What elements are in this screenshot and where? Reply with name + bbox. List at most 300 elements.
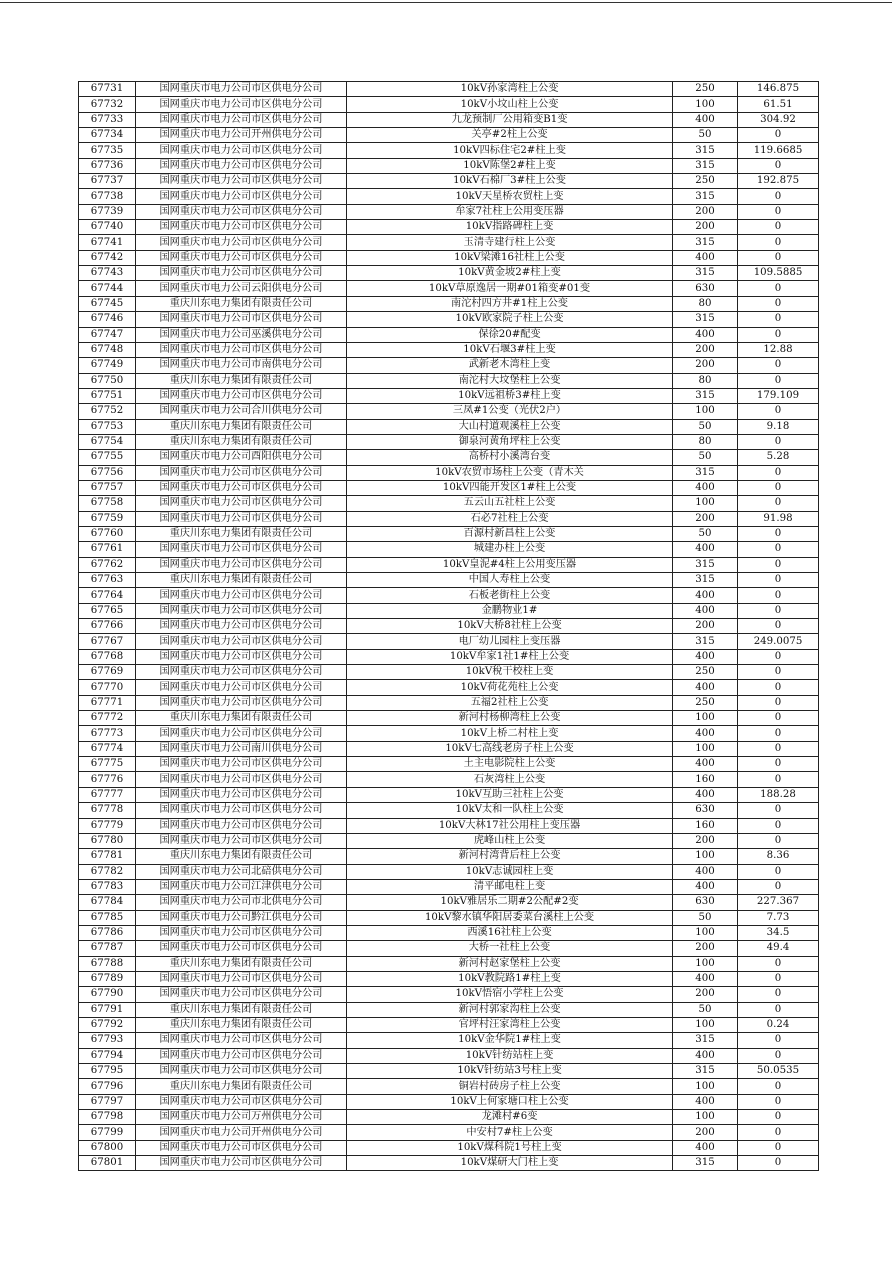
row-capacity: 315 xyxy=(673,189,738,204)
row-transformer-name: 10kV上何家塘口柱上公变 xyxy=(347,1094,673,1109)
row-capacity: 315 xyxy=(673,573,738,588)
row-company: 重庆川东电力集团有限责任公司 xyxy=(136,1079,347,1094)
row-company: 重庆川东电力集团有限责任公司 xyxy=(136,956,347,971)
row-company: 国网重庆市电力公司市区供电分公司 xyxy=(136,588,347,603)
table-row xyxy=(79,634,819,649)
row-transformer-name: 10kV石棉厂3#柱上公变 xyxy=(347,174,673,189)
row-id: 67786 xyxy=(79,925,136,940)
row-id: 67792 xyxy=(79,1017,136,1032)
row-id: 67799 xyxy=(79,1125,136,1140)
row-capacity: 315 xyxy=(673,312,738,327)
row-value: 0 xyxy=(738,158,819,173)
row-id: 67761 xyxy=(79,542,136,557)
row-company: 国网重庆市电力公司市区供电分公司 xyxy=(136,665,347,680)
row-capacity: 400 xyxy=(673,787,738,802)
row-company: 国网重庆市电力公司市区供电分公司 xyxy=(136,987,347,1002)
table-row xyxy=(79,128,819,143)
row-capacity: 315 xyxy=(673,143,738,158)
row-id: 67767 xyxy=(79,634,136,649)
table-row xyxy=(79,741,819,756)
row-capacity: 315 xyxy=(673,235,738,250)
row-value: 0 xyxy=(738,1140,819,1155)
row-value: 179.109 xyxy=(738,388,819,403)
table-row xyxy=(79,511,819,526)
row-company: 国网重庆市电力公司巫溪供电分公司 xyxy=(136,327,347,342)
row-company: 国网重庆市电力公司市区供电分公司 xyxy=(136,649,347,664)
table-row xyxy=(79,818,819,833)
row-capacity: 200 xyxy=(673,358,738,373)
row-id: 67750 xyxy=(79,373,136,388)
table-row xyxy=(79,235,819,250)
row-capacity: 400 xyxy=(673,1140,738,1155)
table-row xyxy=(79,465,819,480)
row-id: 67771 xyxy=(79,695,136,710)
row-transformer-name: 高桥村小溪湾台变 xyxy=(347,450,673,465)
row-capacity: 160 xyxy=(673,772,738,787)
row-id: 67731 xyxy=(79,82,136,97)
table-row xyxy=(79,296,819,311)
row-transformer-name: 中国人寿柱上公变 xyxy=(347,573,673,588)
row-value: 61.51 xyxy=(738,97,819,112)
row-id: 67748 xyxy=(79,342,136,357)
row-id: 67794 xyxy=(79,1048,136,1063)
table-row xyxy=(79,849,819,864)
row-value: 0.24 xyxy=(738,1017,819,1032)
table-row xyxy=(79,542,819,557)
row-value: 0 xyxy=(738,833,819,848)
row-value: 0 xyxy=(738,573,819,588)
row-value: 0 xyxy=(738,1094,819,1109)
row-transformer-name: 九龙预制厂公用箱变B1变 xyxy=(347,112,673,127)
row-transformer-name: 10kV皇泥#4柱上公用变压器 xyxy=(347,557,673,572)
row-transformer-name: 关亭#2柱上公变 xyxy=(347,128,673,143)
row-company: 国网重庆市电力公司市区供电分公司 xyxy=(136,1140,347,1155)
table-row xyxy=(79,434,819,449)
row-value: 0 xyxy=(738,695,819,710)
row-id: 67775 xyxy=(79,757,136,772)
row-capacity: 50 xyxy=(673,1002,738,1017)
table-row xyxy=(79,833,819,848)
table-row xyxy=(79,342,819,357)
top-border-line xyxy=(0,2,892,3)
row-company: 重庆川东电力集团有限责任公司 xyxy=(136,1002,347,1017)
row-company: 国网重庆市电力公司市区供电分公司 xyxy=(136,342,347,357)
table-body xyxy=(79,82,819,1171)
table-row xyxy=(79,419,819,434)
row-transformer-name: 10kV雅居乐二期#2公配#2变 xyxy=(347,895,673,910)
row-company: 重庆川东电力集团有限责任公司 xyxy=(136,434,347,449)
row-capacity: 250 xyxy=(673,174,738,189)
row-value: 9.18 xyxy=(738,419,819,434)
row-capacity: 80 xyxy=(673,296,738,311)
row-company: 国网重庆市电力公司市区供电分公司 xyxy=(136,312,347,327)
row-value: 0 xyxy=(738,235,819,250)
row-transformer-name: 10kV大林17社公用柱上变压器 xyxy=(347,818,673,833)
row-company: 重庆川东电力集团有限责任公司 xyxy=(136,573,347,588)
table-row xyxy=(79,925,819,940)
row-capacity: 200 xyxy=(673,220,738,235)
row-id: 67747 xyxy=(79,327,136,342)
row-capacity: 100 xyxy=(673,97,738,112)
row-company: 国网重庆市电力公司市区供电分公司 xyxy=(136,833,347,848)
row-company: 国网重庆市电力公司市区供电分公司 xyxy=(136,619,347,634)
row-transformer-name: 虎峰山柱上公变 xyxy=(347,833,673,848)
row-capacity: 400 xyxy=(673,879,738,894)
row-capacity: 400 xyxy=(673,112,738,127)
row-capacity: 315 xyxy=(673,388,738,403)
row-transformer-name: 10kV四标住宅2#柱上变 xyxy=(347,143,673,158)
row-capacity: 400 xyxy=(673,649,738,664)
table-row xyxy=(79,174,819,189)
row-id: 67736 xyxy=(79,158,136,173)
row-value: 0 xyxy=(738,757,819,772)
table-row xyxy=(79,1048,819,1063)
row-id: 67753 xyxy=(79,419,136,434)
row-transformer-name: 新河村赵家堡柱上公变 xyxy=(347,956,673,971)
table-row xyxy=(79,573,819,588)
row-capacity: 400 xyxy=(673,757,738,772)
row-company: 国网重庆市电力公司开州供电分公司 xyxy=(136,1125,347,1140)
row-capacity: 400 xyxy=(673,542,738,557)
table-row xyxy=(79,557,819,572)
row-transformer-name: 10kV草原逸居一期#01箱变#01变 xyxy=(347,281,673,296)
row-value: 5.28 xyxy=(738,450,819,465)
row-transformer-name: 10kV梁滩16社柱上公变 xyxy=(347,250,673,265)
row-id: 67760 xyxy=(79,526,136,541)
row-value: 0 xyxy=(738,588,819,603)
row-value: 7.73 xyxy=(738,910,819,925)
transformer-table xyxy=(78,81,819,1171)
row-value: 0 xyxy=(738,726,819,741)
row-transformer-name: 土主电影院柱上公变 xyxy=(347,757,673,772)
table-row xyxy=(79,956,819,971)
row-id: 67768 xyxy=(79,649,136,664)
row-id: 67766 xyxy=(79,619,136,634)
row-transformer-name: 石必7社柱上公变 xyxy=(347,511,673,526)
row-capacity: 400 xyxy=(673,250,738,265)
row-capacity: 315 xyxy=(673,465,738,480)
row-transformer-name: 10kV荷花苑柱上公变 xyxy=(347,680,673,695)
row-transformer-name: 10kV陈堡2#柱上变 xyxy=(347,158,673,173)
row-company: 重庆川东电力集团有限责任公司 xyxy=(136,296,347,311)
row-company: 国网重庆市电力公司市区供电分公司 xyxy=(136,465,347,480)
table-row xyxy=(79,787,819,802)
table-row xyxy=(79,695,819,710)
row-transformer-name: 10kV孙家湾柱上公变 xyxy=(347,82,673,97)
row-id: 67779 xyxy=(79,818,136,833)
row-value: 0 xyxy=(738,557,819,572)
row-value: 0 xyxy=(738,680,819,695)
row-id: 67783 xyxy=(79,879,136,894)
row-value: 0 xyxy=(738,542,819,557)
row-company: 国网重庆市电力公司市区供电分公司 xyxy=(136,680,347,695)
row-transformer-name: 石板老街柱上公变 xyxy=(347,588,673,603)
row-transformer-name: 10kV稅干校柱上变 xyxy=(347,665,673,680)
table-row xyxy=(79,358,819,373)
row-value: 0 xyxy=(738,864,819,879)
table-row xyxy=(79,757,819,772)
table-row xyxy=(79,189,819,204)
row-id: 67795 xyxy=(79,1064,136,1079)
row-id: 67764 xyxy=(79,588,136,603)
row-company: 国网重庆市电力公司云阳供电分公司 xyxy=(136,281,347,296)
table-row xyxy=(79,680,819,695)
table-row xyxy=(79,803,819,818)
row-id: 67774 xyxy=(79,741,136,756)
row-transformer-name: 10kV黎水镇华阳居委菜台溪柱上公变 xyxy=(347,910,673,925)
row-transformer-name: 10kV小坟山柱上公变 xyxy=(347,97,673,112)
row-company: 国网重庆市电力公司酉阳供电分公司 xyxy=(136,450,347,465)
row-company: 国网重庆市电力公司南川供电分公司 xyxy=(136,741,347,756)
row-transformer-name: 10kV七高线老房子柱上公变 xyxy=(347,741,673,756)
row-company: 国网重庆市电力公司市区供电分公司 xyxy=(136,941,347,956)
row-company: 国网重庆市电力公司市区供电分公司 xyxy=(136,772,347,787)
row-transformer-name: 官坪村汪家湾柱上公变 xyxy=(347,1017,673,1032)
row-id: 67754 xyxy=(79,434,136,449)
row-company: 国网重庆市电力公司市区供电分公司 xyxy=(136,220,347,235)
table-row xyxy=(79,726,819,741)
row-transformer-name: 西溪16社柱上公变 xyxy=(347,925,673,940)
row-transformer-name: 10kV大桥8社柱上公变 xyxy=(347,619,673,634)
row-value: 192.875 xyxy=(738,174,819,189)
row-company: 国网重庆市电力公司市区供电分公司 xyxy=(136,189,347,204)
row-capacity: 50 xyxy=(673,128,738,143)
row-value: 0 xyxy=(738,971,819,986)
table-row xyxy=(79,987,819,1002)
row-transformer-name: 南沱村大坟堡柱上公变 xyxy=(347,373,673,388)
row-id: 67741 xyxy=(79,235,136,250)
row-value: 0 xyxy=(738,879,819,894)
row-value: 304.92 xyxy=(738,112,819,127)
row-id: 67751 xyxy=(79,388,136,403)
row-capacity: 200 xyxy=(673,987,738,1002)
row-capacity: 100 xyxy=(673,849,738,864)
row-capacity: 400 xyxy=(673,603,738,618)
row-value: 0 xyxy=(738,603,819,618)
row-company: 国网重庆市电力公司市区供电分公司 xyxy=(136,97,347,112)
table-row xyxy=(79,879,819,894)
table-row xyxy=(79,1033,819,1048)
row-id: 67801 xyxy=(79,1156,136,1171)
row-value: 0 xyxy=(738,649,819,664)
row-value: 0 xyxy=(738,465,819,480)
row-transformer-name: 金鹏物业1# xyxy=(347,603,673,618)
row-id: 67735 xyxy=(79,143,136,158)
row-id: 67781 xyxy=(79,849,136,864)
row-capacity: 100 xyxy=(673,925,738,940)
row-company: 国网重庆市电力公司市区供电分公司 xyxy=(136,250,347,265)
row-capacity: 100 xyxy=(673,1079,738,1094)
row-company: 国网重庆市电力公司市区供电分公司 xyxy=(136,235,347,250)
row-transformer-name: 10kV志诚园柱上变 xyxy=(347,864,673,879)
row-id: 67791 xyxy=(79,1002,136,1017)
row-transformer-name: 10kV煤研大门柱上变 xyxy=(347,1156,673,1171)
row-transformer-name: 三凤#1公变（光伏2户） xyxy=(347,404,673,419)
row-transformer-name: 大桥一社柱上公变 xyxy=(347,941,673,956)
row-capacity: 250 xyxy=(673,82,738,97)
row-transformer-name: 10kV太和一队柱上公变 xyxy=(347,803,673,818)
table-row xyxy=(79,158,819,173)
row-value: 0 xyxy=(738,404,819,419)
row-id: 67732 xyxy=(79,97,136,112)
row-company: 国网重庆市电力公司市区供电分公司 xyxy=(136,511,347,526)
row-transformer-name: 10kV四能开发区1#柱上公变 xyxy=(347,480,673,495)
row-capacity: 50 xyxy=(673,450,738,465)
row-value: 0 xyxy=(738,803,819,818)
row-capacity: 400 xyxy=(673,680,738,695)
row-value: 0 xyxy=(738,818,819,833)
row-value: 0 xyxy=(738,373,819,388)
row-company: 国网重庆市电力公司市区供电分公司 xyxy=(136,542,347,557)
row-capacity: 200 xyxy=(673,1125,738,1140)
row-value: 0 xyxy=(738,1156,819,1171)
row-company: 重庆川东电力集团有限责任公司 xyxy=(136,849,347,864)
row-transformer-name: 10kV教院路1#柱上变 xyxy=(347,971,673,986)
row-capacity: 50 xyxy=(673,526,738,541)
row-id: 67772 xyxy=(79,711,136,726)
row-transformer-name: 10kV针纺站3号柱上变 xyxy=(347,1064,673,1079)
table-row xyxy=(79,327,819,342)
row-capacity: 250 xyxy=(673,665,738,680)
table-row xyxy=(79,1094,819,1109)
row-transformer-name: 10kV煤科院1号柱上变 xyxy=(347,1140,673,1155)
row-value: 0 xyxy=(738,1033,819,1048)
row-value: 8.36 xyxy=(738,849,819,864)
row-transformer-name: 五云山五社柱上公变 xyxy=(347,496,673,511)
row-id: 67787 xyxy=(79,941,136,956)
row-capacity: 100 xyxy=(673,711,738,726)
row-company: 国网重庆市电力公司市区供电分公司 xyxy=(136,204,347,219)
row-capacity: 100 xyxy=(673,496,738,511)
table-row xyxy=(79,404,819,419)
row-value: 109.5885 xyxy=(738,266,819,281)
row-id: 67798 xyxy=(79,1110,136,1125)
table-row xyxy=(79,250,819,265)
row-capacity: 100 xyxy=(673,741,738,756)
row-capacity: 100 xyxy=(673,404,738,419)
row-company: 国网重庆市电力公司市区供电分公司 xyxy=(136,1033,347,1048)
row-company: 国网重庆市电力公司市区供电分公司 xyxy=(136,82,347,97)
row-capacity: 400 xyxy=(673,588,738,603)
table-row xyxy=(79,204,819,219)
row-id: 67765 xyxy=(79,603,136,618)
row-id: 67769 xyxy=(79,665,136,680)
row-value: 0 xyxy=(738,987,819,1002)
row-capacity: 315 xyxy=(673,1064,738,1079)
row-value: 0 xyxy=(738,312,819,327)
row-id: 67746 xyxy=(79,312,136,327)
row-company: 国网重庆市电力公司市区供电分公司 xyxy=(136,803,347,818)
row-id: 67793 xyxy=(79,1033,136,1048)
table-row xyxy=(79,1110,819,1125)
table-row xyxy=(79,588,819,603)
row-capacity: 315 xyxy=(673,557,738,572)
row-id: 67789 xyxy=(79,971,136,986)
row-value: 0 xyxy=(738,1110,819,1125)
row-id: 67762 xyxy=(79,557,136,572)
row-capacity: 80 xyxy=(673,373,738,388)
row-transformer-name: 电厂幼儿园柱上变压器 xyxy=(347,634,673,649)
row-capacity: 200 xyxy=(673,619,738,634)
row-transformer-name: 10kV石堰3#柱上变 xyxy=(347,342,673,357)
row-id: 67788 xyxy=(79,956,136,971)
row-company: 国网重庆市电力公司市区供电分公司 xyxy=(136,1156,347,1171)
row-transformer-name: 石灰湾柱上公变 xyxy=(347,772,673,787)
row-company: 国网重庆市电力公司市区供电分公司 xyxy=(136,1094,347,1109)
row-value: 0 xyxy=(738,358,819,373)
row-transformer-name: 10kV黄金坡2#柱上变 xyxy=(347,266,673,281)
row-transformer-name: 牟家7社柱上公用变压器 xyxy=(347,204,673,219)
table-row xyxy=(79,312,819,327)
row-value: 0 xyxy=(738,1048,819,1063)
row-id: 67777 xyxy=(79,787,136,802)
row-value: 0 xyxy=(738,711,819,726)
row-transformer-name: 10kV欧家院子柱上公变 xyxy=(347,312,673,327)
row-id: 67757 xyxy=(79,480,136,495)
table-row xyxy=(79,971,819,986)
row-value: 49.4 xyxy=(738,941,819,956)
table-row xyxy=(79,112,819,127)
row-company: 国网重庆市电力公司市区供电分公司 xyxy=(136,1048,347,1063)
table-row xyxy=(79,711,819,726)
row-id: 67734 xyxy=(79,128,136,143)
row-company: 国网重庆市电力公司市区供电分公司 xyxy=(136,818,347,833)
table-row xyxy=(79,97,819,112)
row-transformer-name: 10kV指路碑柱上变 xyxy=(347,220,673,235)
row-company: 国网重庆市电力公司江津供电分公司 xyxy=(136,879,347,894)
row-id: 67785 xyxy=(79,910,136,925)
row-company: 国网重庆市电力公司市区供电分公司 xyxy=(136,174,347,189)
row-capacity: 200 xyxy=(673,511,738,526)
table-row xyxy=(79,450,819,465)
row-capacity: 100 xyxy=(673,1110,738,1125)
row-value: 0 xyxy=(738,665,819,680)
row-transformer-name: 新河村湾背后柱上公变 xyxy=(347,849,673,864)
table-row xyxy=(79,772,819,787)
row-capacity: 400 xyxy=(673,327,738,342)
row-transformer-name: 铜岩村砖房子柱上公变 xyxy=(347,1079,673,1094)
row-transformer-name: 10kV互助三社柱上公变 xyxy=(347,787,673,802)
row-value: 91.98 xyxy=(738,511,819,526)
row-id: 67745 xyxy=(79,296,136,311)
row-company: 国网重庆市电力公司开州供电分公司 xyxy=(136,128,347,143)
row-transformer-name: 中安村7#柱上公变 xyxy=(347,1125,673,1140)
row-company: 重庆川东电力集团有限责任公司 xyxy=(136,1017,347,1032)
row-value: 0 xyxy=(738,327,819,342)
row-id: 67737 xyxy=(79,174,136,189)
row-id: 67749 xyxy=(79,358,136,373)
row-transformer-name: 南沱村四方井#1柱上公变 xyxy=(347,296,673,311)
table-row xyxy=(79,1125,819,1140)
table-row xyxy=(79,1017,819,1032)
row-capacity: 400 xyxy=(673,864,738,879)
row-company: 国网重庆市电力公司市北供电分公司 xyxy=(136,895,347,910)
row-company: 国网重庆市电力公司市区供电分公司 xyxy=(136,925,347,940)
row-transformer-name: 御泉河黄角坪柱上公变 xyxy=(347,434,673,449)
row-id: 67742 xyxy=(79,250,136,265)
row-value: 50.0535 xyxy=(738,1064,819,1079)
row-transformer-name: 10kV牟家1社1#柱上公变 xyxy=(347,649,673,664)
table-row xyxy=(79,1064,819,1079)
row-id: 67770 xyxy=(79,680,136,695)
row-capacity: 200 xyxy=(673,833,738,848)
row-value: 34.5 xyxy=(738,925,819,940)
row-value: 188.28 xyxy=(738,787,819,802)
row-capacity: 400 xyxy=(673,480,738,495)
row-id: 67763 xyxy=(79,573,136,588)
row-value: 0 xyxy=(738,480,819,495)
row-capacity: 200 xyxy=(673,204,738,219)
